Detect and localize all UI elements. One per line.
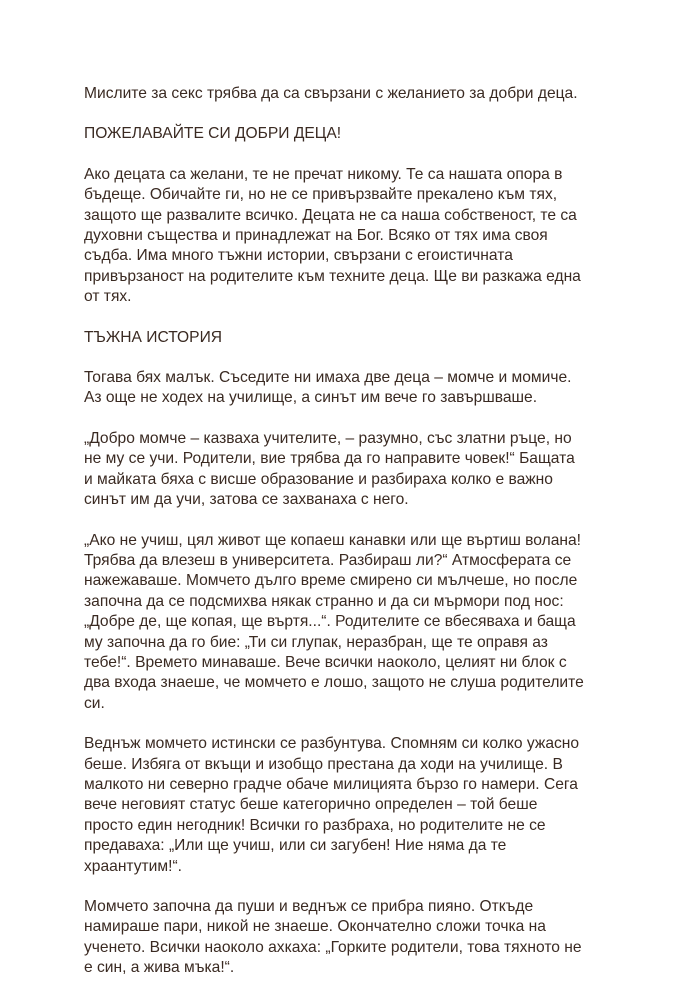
text-line: му започна да го бие: „Ти си глупак, неразбран, ще те оправя аз: [84, 633, 548, 651]
text-line: защото ще развалите всичко. Децата не са наша собственост, те са: [84, 206, 577, 224]
text-line: и майката бяха с висше образование и разбираха колко е важно: [84, 470, 553, 488]
paragraph-rebellion: [84, 734, 624, 877]
intro-paragraph: [84, 84, 624, 104]
section-heading-sad-story: [84, 328, 624, 348]
text-line: си.: [84, 694, 105, 712]
text-line: намираше пари, никой не знаеше. Окончателно сложи точка на: [84, 918, 546, 936]
paragraph-parents-pressure: [84, 531, 624, 715]
text-line: вече неговият статус беше категорично определен – той беше: [84, 796, 538, 814]
paragraph-children-wanted: [84, 165, 624, 308]
paragraph-neighbors: [84, 368, 624, 409]
text-line: Веднъж момчето истински се разбунтува. Спомням си колко ужасно: [84, 735, 580, 753]
section-heading-wish-good-children: [84, 124, 624, 144]
text-line: „Ако не учиш, цял живот ще копаеш канавки или ще въртиш волана!: [84, 531, 581, 549]
text-line: не му се учи. Родители, вие трябва да го направите човек!“ Бащата: [84, 450, 575, 468]
text-line: нажежаваше. Момчето дълго време смирено си мълчеше, но после: [84, 572, 578, 590]
text-line: Мислите за секс трябва да са свързани с желанието за добри деца.: [84, 85, 578, 102]
paragraph-smoking: [84, 897, 624, 979]
text-line: Аз още не ходех на училище, а синът им вече го завършваше.: [84, 389, 538, 407]
text-line: Тогава бях малък. Съседите ни имаха две деца – момче и момиче.: [84, 369, 572, 387]
text-line: ученето. Всички наоколо ахкаха: „Горките родители, това тяхното не: [84, 938, 582, 956]
text-line: беше. Избяга от вкъщи и изобщо престана да ходи на училище. В: [84, 755, 563, 773]
text-line: малкото ни северно градче обаче милицията бързо го намери. Сега: [84, 775, 578, 793]
text-line: ПОЖЕЛАВАЙТЕ СИ ДОБРИ ДЕЦА!: [84, 125, 342, 143]
text-line: Трябва да влезеш в университета. Разбираш ли?“ Атмосферата се: [84, 551, 572, 569]
text-line: просто един негодник! Всички го разбраха, но родителите не се: [84, 816, 546, 834]
text-line: от тях.: [84, 288, 132, 306]
text-line: предаваха: „Или ще учиш, или си загубен! Ние няма да те: [84, 837, 507, 855]
text-line: два входа знаеше, че момчето е лошо, защото не слуша родителите: [84, 674, 584, 692]
text-line: храантутим!“.: [84, 857, 182, 875]
text-line: тебе!“. Времето минаваше. Вече всички наоколо, целият ни блок с: [84, 653, 567, 671]
text-line: ТЪЖНА ИСТОРИЯ: [84, 328, 223, 346]
text-line: „Добре де, ще копая, ще въртя...“. Родителите се вбесяваха и баща: [84, 613, 576, 631]
text-line: бъдеще. Обичайте ги, но не се привързвайте прекалено към тях,: [84, 186, 558, 204]
text-line: започна да се подсмихва някак странно и да си мърмори под нос:: [84, 592, 564, 610]
text-line: духовни същества и принадлежат на Бог. Всяко от тях има своя: [84, 227, 548, 245]
text-line: привързаност на родителите към техните деца. Ще ви разкажа една: [84, 267, 581, 285]
text-line: е син, а жива мъка!“.: [84, 959, 235, 977]
text-line: съдба. Има много тъжни истории, свързани с егоистичната: [84, 247, 513, 265]
text-line: синът им да учи, затова се захванаха с него.: [84, 491, 409, 509]
text-line: Момчето започна да пуши и веднъж се прибра пияно. Откъде: [84, 898, 534, 915]
document-page: [84, 84, 624, 999]
text-line: Ако децата са желани, те не пречат никому. Те са нашата опора в: [84, 165, 563, 183]
paragraph-teachers: [84, 429, 624, 511]
text-line: „Добро момче – казваха учителите, – разумно, със златни ръце, но: [84, 429, 572, 447]
